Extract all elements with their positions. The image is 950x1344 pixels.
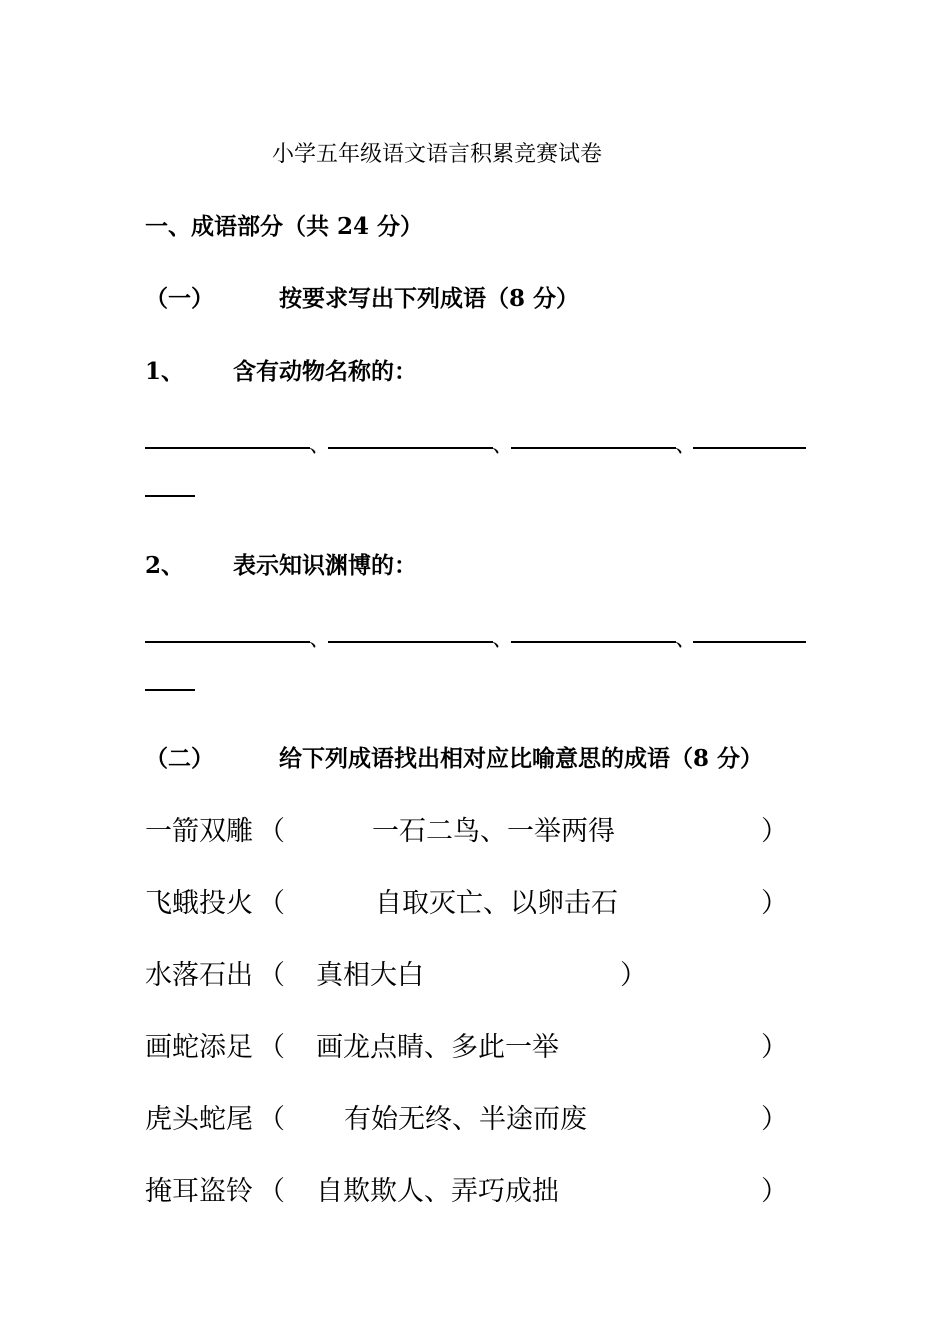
- question-number-2: 2、: [145, 552, 185, 579]
- idiom-answer: 有始无终、半途而废: [344, 1104, 587, 1135]
- question-text-1: 含有动物名称的：: [233, 358, 417, 385]
- close-paren: ）: [761, 816, 788, 847]
- part-label-2: （二）: [145, 745, 214, 772]
- open-paren: （: [258, 1176, 285, 1207]
- blank-separator: 、: [492, 627, 515, 652]
- answer-blank[interactable]: [693, 641, 806, 643]
- idiom-text: 飞蛾投火: [145, 888, 253, 919]
- close-paren: ）: [761, 1032, 788, 1063]
- idiom-text: 掩耳盗铃: [145, 1176, 253, 1207]
- part-heading-2: 给下列成语找出相对应比喻意思的成语（8 分）: [279, 745, 764, 772]
- question-text-2: 表示知识渊博的：: [233, 552, 417, 579]
- blank-separator: 、: [309, 627, 332, 652]
- answer-blank[interactable]: [145, 641, 310, 643]
- idiom-text: 画蛇添足: [145, 1032, 253, 1063]
- open-paren: （: [258, 888, 285, 919]
- answer-blank[interactable]: [511, 447, 676, 449]
- open-paren: （: [258, 1032, 285, 1063]
- idiom-text: 虎头蛇尾: [145, 1104, 253, 1135]
- idiom-answer: 自取灭亡、以卵击石: [375, 888, 618, 919]
- idiom-answer: 自欺欺人、弄巧成拙: [316, 1176, 559, 1207]
- blank-separator: 、: [675, 627, 698, 652]
- close-paren: ）: [761, 1104, 788, 1135]
- open-paren: （: [258, 960, 285, 991]
- answer-blank[interactable]: [693, 447, 806, 449]
- open-paren: （: [258, 816, 285, 847]
- part-heading-1: 按要求写出下列成语（8 分）: [279, 285, 580, 312]
- idiom-answer: 真相大白: [316, 960, 424, 991]
- part-label-1: （一）: [145, 285, 214, 312]
- idiom-answer: 一石二鸟、一举两得: [372, 816, 615, 847]
- answer-blank-continued[interactable]: [145, 689, 195, 691]
- answer-blank-continued[interactable]: [145, 495, 195, 497]
- close-paren: ）: [620, 960, 647, 991]
- answer-blank[interactable]: [145, 447, 310, 449]
- page-title: 小学五年级语文语言积累竞赛试卷: [272, 142, 603, 167]
- section-heading-idioms: 一、成语部分（共 24 分）: [145, 213, 424, 240]
- idiom-answer: 画龙点睛、多此一举: [316, 1032, 559, 1063]
- answer-blank[interactable]: [328, 447, 493, 449]
- open-paren: （: [258, 1104, 285, 1135]
- idiom-text: 一箭双雕: [145, 816, 253, 847]
- question-number-1: 1、: [145, 358, 185, 385]
- blank-separator: 、: [675, 433, 698, 458]
- answer-blank[interactable]: [328, 641, 493, 643]
- close-paren: ）: [761, 888, 788, 919]
- answer-blank[interactable]: [511, 641, 676, 643]
- idiom-text: 水落石出: [145, 960, 253, 991]
- close-paren: ）: [761, 1176, 788, 1207]
- blank-separator: 、: [492, 433, 515, 458]
- blank-separator: 、: [309, 433, 332, 458]
